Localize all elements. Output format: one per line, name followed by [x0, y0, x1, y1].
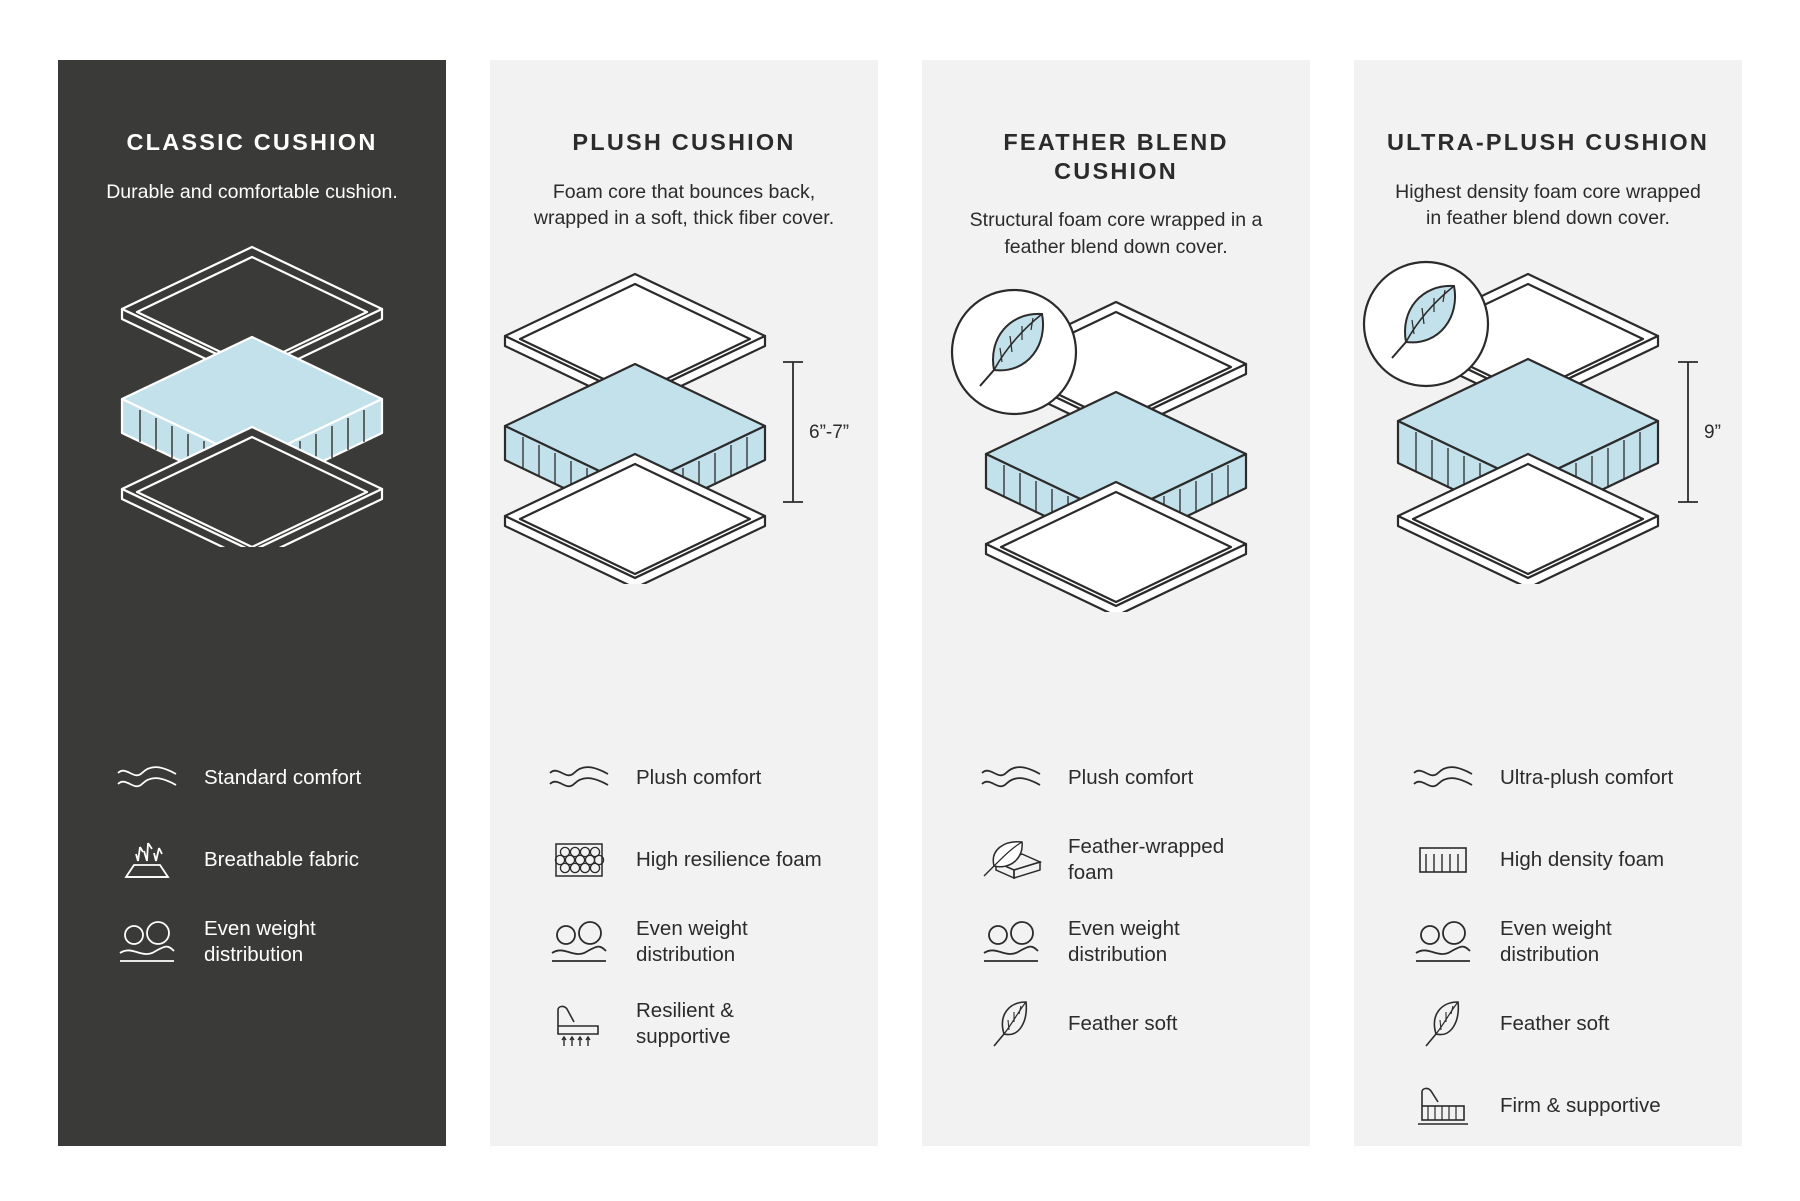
feature-item: [114, 750, 400, 806]
even-weight-icon: [114, 917, 180, 967]
feature-label: Firm & supportive: [1500, 1093, 1661, 1117]
feature-item: [1410, 1078, 1696, 1134]
feature-item: [978, 914, 1264, 970]
exploded-cushion-diagram: [92, 227, 412, 547]
even-weight-icon: [546, 917, 612, 967]
feature-item: [978, 832, 1264, 888]
card-title: CLASSIC CUSHION: [126, 129, 378, 155]
feather-badge: [952, 290, 1076, 414]
card-feather-blend-cushion: [922, 60, 1310, 1146]
feature-item: [1410, 996, 1696, 1052]
card-ultra-plush-cushion: [1354, 60, 1742, 1146]
feature-label: Standard comfort: [204, 765, 362, 789]
feature-item: [546, 996, 832, 1052]
cushion-diagram-wrap: [1354, 254, 1742, 584]
feature-item: [546, 914, 832, 970]
feature-label: Even weight distribution: [1500, 916, 1612, 966]
feature-label: Feather-wrapped foam: [1068, 834, 1225, 884]
feature-list: [490, 750, 878, 1078]
high-density-foam-icon: [1410, 835, 1476, 885]
feature-item: [114, 832, 400, 888]
card-description: Highest density foam core wrapped in feather blend down cover.: [1395, 180, 1701, 230]
feature-list: [1354, 750, 1742, 1160]
exploded-cushion-diagram: [475, 254, 855, 584]
feather-badge: [1364, 262, 1488, 386]
wave-lines-icon: [1410, 753, 1476, 803]
feature-item: [1410, 750, 1696, 806]
feature-item: [1410, 832, 1696, 888]
feature-item: [1410, 914, 1696, 970]
dimension-label: 6”-7”: [808, 421, 849, 443]
cushion-diagram-wrap: [58, 227, 446, 557]
feature-label: Resilient & supportive: [636, 998, 734, 1048]
dimension-label: 9”: [1704, 421, 1721, 443]
feature-label: Even weight distribution: [1068, 916, 1180, 966]
exploded-cushion-diagram: [936, 282, 1296, 612]
feather-icon: [1410, 999, 1476, 1049]
feature-label: Even weight distribution: [636, 916, 748, 966]
feature-label: High density foam: [1500, 847, 1665, 871]
feature-list: [58, 750, 446, 996]
card-title: FEATHER BLEND CUSHION: [1003, 129, 1229, 184]
wave-lines-icon: [546, 753, 612, 803]
even-weight-icon: [978, 917, 1044, 967]
feature-item: [978, 996, 1264, 1052]
card-description: Foam core that bounces back, wrapped in a soft, thick fiber cover.: [533, 180, 835, 230]
feature-label: Feather soft: [1500, 1011, 1610, 1035]
card-title: PLUSH CUSHION: [572, 129, 796, 155]
card-plush-cushion: [490, 60, 878, 1146]
card-description: Structural foam core wrapped in a feather blend down cover.: [969, 209, 1263, 258]
feature-list: [922, 750, 1310, 1078]
feature-label: Feather soft: [1068, 1011, 1178, 1035]
card-description: Durable and comfortable cushion.: [106, 180, 398, 203]
feature-label: Breathable fabric: [204, 847, 359, 871]
cushion-diagram-wrap: [490, 254, 878, 584]
card-title: ULTRA-PLUSH CUSHION: [1386, 129, 1710, 155]
feature-item: [546, 832, 832, 888]
card-classic-cushion: [58, 60, 446, 1146]
feature-item: [546, 750, 832, 806]
feature-label: Even weight distribution: [204, 916, 316, 966]
feature-item: [978, 750, 1264, 806]
cards-row: [58, 0, 1742, 1146]
feature-label: Ultra-plush comfort: [1500, 765, 1674, 789]
feature-label: Plush comfort: [636, 765, 762, 789]
feature-label: High resilience foam: [636, 847, 822, 871]
feather-wrapped-foam-icon: [978, 835, 1044, 885]
wave-lines-icon: [114, 753, 180, 803]
supportive-seat-icon: [546, 999, 612, 1049]
honeycomb-foam-icon: [546, 835, 612, 885]
feature-item: [114, 914, 400, 970]
cushion-diagram-wrap: [922, 282, 1310, 612]
breathable-fabric-icon: [114, 835, 180, 885]
firm-seat-icon: [1410, 1081, 1476, 1131]
even-weight-icon: [1410, 917, 1476, 967]
feature-label: Plush comfort: [1068, 765, 1194, 789]
wave-lines-icon: [978, 753, 1044, 803]
exploded-cushion-diagram: [1358, 254, 1738, 584]
feather-icon: [978, 999, 1044, 1049]
